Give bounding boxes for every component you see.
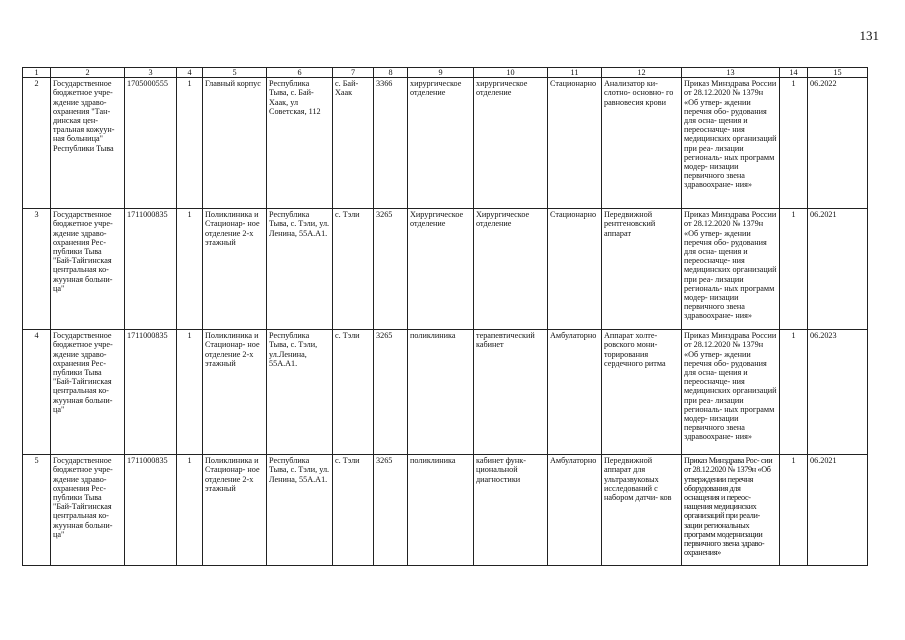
department: хирургическое отделение xyxy=(408,78,474,209)
inn-code: 1711000835 xyxy=(125,330,177,455)
department: Хирургическое отделение xyxy=(408,209,474,330)
population: 3366 xyxy=(374,78,408,209)
building-count: 1 xyxy=(177,330,203,455)
building-count: 1 xyxy=(177,78,203,209)
institution-name: Государственное бюджетное учре- ждение здраво- охранения "Тан- динская цен- тральная кожуун- ная больница" Республики Тыва xyxy=(51,78,125,209)
equipment: Анализатор ки- слотно- основно- го равновесия крови xyxy=(602,78,682,209)
deadline: 06.2022 xyxy=(808,78,868,209)
column-header: 10 xyxy=(474,68,548,78)
column-header: 14 xyxy=(780,68,808,78)
room: Хирургическое отделение xyxy=(474,209,548,330)
column-header: 2 xyxy=(51,68,125,78)
address: Республика Тыва, с. Тэли, ул.Ленина, 55А.А1. xyxy=(267,330,333,455)
address: Республика Тыва, с. Бай-Хаак, ул Советская, 112 xyxy=(267,78,333,209)
deadline: 06.2021 xyxy=(808,209,868,330)
room: кабинет функ- циональной диагностики xyxy=(474,455,548,566)
column-header: 5 xyxy=(203,68,267,78)
address: Республика Тыва, с. Тэли, ул. Ленина, 55А.А1. xyxy=(267,455,333,566)
row-number: 4 xyxy=(23,330,51,455)
population: 3265 xyxy=(374,455,408,566)
column-header: 6 xyxy=(267,68,333,78)
settlement: с. Бай-Хаак xyxy=(333,78,374,209)
building-name: Поликлиника и Стационар- ное отделение 2-х этажный xyxy=(203,209,267,330)
table-row xyxy=(23,78,868,209)
column-header: 1 xyxy=(23,68,51,78)
settlement: с. Тэли xyxy=(333,209,374,330)
institution-name: Государственное бюджетное учре- ждение здраво- охранения Рес- публики Тыва "Бай-Тайгинская центральная ко- жуунная больни- ца" xyxy=(51,455,125,566)
inn-code: 1711000835 xyxy=(125,455,177,566)
inn-code: 1711000835 xyxy=(125,209,177,330)
population: 3265 xyxy=(374,209,408,330)
page-number: 131 xyxy=(859,28,879,43)
quantity: 1 xyxy=(780,209,808,330)
population: 3265 xyxy=(374,330,408,455)
care-type: Амбулаторно xyxy=(548,330,602,455)
legal-basis: Приказ Минздрава России от 28.12.2020 № 1379н «Об утвер- ждении перечня обо- рудования для осна- щения и переосначце- ния медицинских организаций при реа- лизации региональ- ных программ модер- низации первичного звена здравоохране- ния» xyxy=(682,78,780,209)
care-type: Стационарно xyxy=(548,78,602,209)
column-header: 8 xyxy=(374,68,408,78)
room: терапевтический кабинет xyxy=(474,330,548,455)
column-header: 4 xyxy=(177,68,203,78)
legal-basis: Приказ Минздрава России от 28.12.2020 № 1379н «Об утвер- ждении перечня обо- рудования для осна- щения и переосначце- ния медицинских организаций при реа- лизации региональ- ных программ модер- низации первичного звена здравоохране- ния» xyxy=(682,209,780,330)
column-header: 15 xyxy=(808,68,868,78)
department: поликлиника xyxy=(408,455,474,566)
table-row xyxy=(23,330,868,455)
table-row xyxy=(23,455,868,566)
address: Республика Тыва, с. Тэли, ул. Ленина, 55А.А1. xyxy=(267,209,333,330)
institution-name: Государственное бюджетное учре- ждение здраво- охранения Рес- публики Тыва "Бай-Тайгинская центральная ко- жуунная больни- ца" xyxy=(51,209,125,330)
deadline: 06.2023 xyxy=(808,330,868,455)
care-type: Амбулаторно xyxy=(548,455,602,566)
row-number: 5 xyxy=(23,455,51,566)
equipment: Передвижной аппарат для ультразвуковых исследований с набором датчи- ков xyxy=(602,455,682,566)
row-number: 3 xyxy=(23,209,51,330)
building-name: Главный корпус xyxy=(203,78,267,209)
column-header: 12 xyxy=(602,68,682,78)
building-count: 1 xyxy=(177,455,203,566)
care-type: Стационарно xyxy=(548,209,602,330)
quantity: 1 xyxy=(780,78,808,209)
column-header: 7 xyxy=(333,68,374,78)
building-name: Поликлиника и Стационар- ное отделение 2-х этажный xyxy=(203,455,267,566)
building-count: 1 xyxy=(177,209,203,330)
table-row xyxy=(23,209,868,330)
deadline: 06.2021 xyxy=(808,455,868,566)
quantity: 1 xyxy=(780,330,808,455)
row-number: 2 xyxy=(23,78,51,209)
department: поликлиника xyxy=(408,330,474,455)
column-header: 13 xyxy=(682,68,780,78)
legal-basis: Приказ Минздрава России от 28.12.2020 № 1379н «Об утвер- ждении перечня обо- рудования для осна- щения и переосначце- ния медицинских организаций при реа- лизации региональ- ных программ модер- низации первичного звена здравоохране- ния» xyxy=(682,330,780,455)
column-header: 9 xyxy=(408,68,474,78)
settlement: с. Тэли xyxy=(333,455,374,566)
equipment: Аппарат холте- ровского мони- торирования сердечного ритма xyxy=(602,330,682,455)
quantity: 1 xyxy=(780,455,808,566)
legal-basis: Приказ Минздрава Рос- сии от 28.12.2020 № 1379н «Об утверждении перечня оборудования для оснащения и переос- нащения медицинских организаций при реали- зации региональных программ модернизации первичного звена здраво- охранения» xyxy=(682,455,780,566)
building-name: Поликлиника и Стационар- ное отделение 2-х этажный xyxy=(203,330,267,455)
column-header: 11 xyxy=(548,68,602,78)
column-header: 3 xyxy=(125,68,177,78)
room: хирургическое отделение xyxy=(474,78,548,209)
inn-code: 1705000555 xyxy=(125,78,177,209)
equipment-table xyxy=(22,67,868,566)
institution-name: Государственное бюджетное учре- ждение здраво- охранения Рес- публики Тыва "Бай-Тайгинская центральная ко- жуунная больни- ца" xyxy=(51,330,125,455)
column-number-row xyxy=(23,68,868,78)
settlement: с. Тэли xyxy=(333,330,374,455)
equipment: Передвижной рентгеновский аппарат xyxy=(602,209,682,330)
